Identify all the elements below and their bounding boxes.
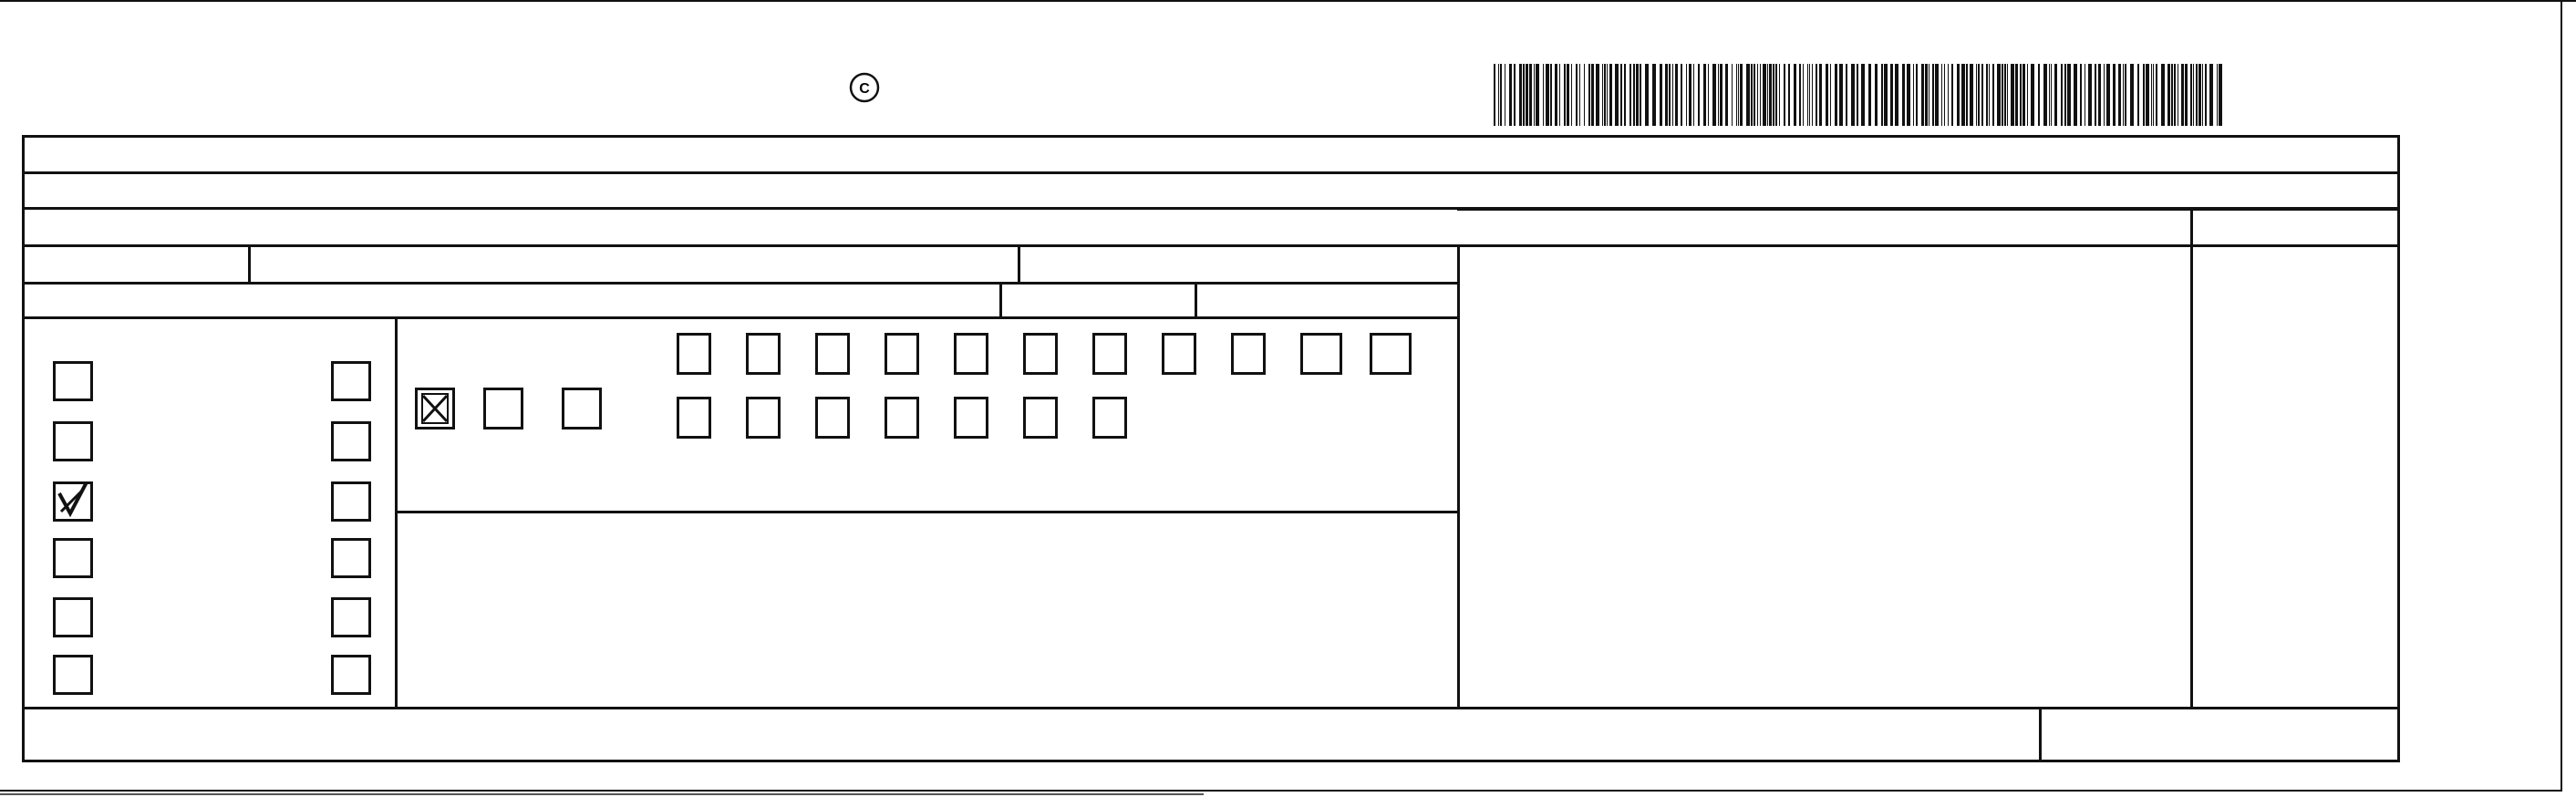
svg-text:C: C [859,81,870,97]
barcode [1494,64,2223,126]
v1-checkbox[interactable] [53,481,93,522]
day-box[interactable] [1300,333,1342,375]
month-checkbox[interactable] [562,388,602,430]
day-box[interactable] [954,333,988,375]
day-box[interactable] [1092,333,1127,375]
v2-checkbox[interactable] [331,538,371,578]
v1-checkbox[interactable] [53,421,93,461]
day-box[interactable] [1092,397,1127,439]
day-box[interactable] [815,333,850,375]
side-vertical-text [2404,137,2495,766]
day-box[interactable] [677,397,711,439]
v1-checkbox[interactable] [53,655,93,695]
v1-checkbox[interactable] [53,361,93,401]
day-box[interactable] [1162,333,1196,375]
v2-checkbox[interactable] [331,361,371,401]
day-box[interactable] [954,397,988,439]
v1-checkbox[interactable] [53,597,93,637]
v2-checkbox[interactable] [331,655,371,695]
day-box[interactable] [885,397,919,439]
month-checkbox[interactable] [415,388,455,430]
day-box[interactable] [746,333,781,375]
day-box[interactable] [815,397,850,439]
day-box[interactable] [1023,333,1058,375]
v2-checkbox[interactable] [331,421,371,461]
v2-checkbox[interactable] [331,597,371,637]
v1-checkbox[interactable] [53,538,93,578]
day-box[interactable] [1370,333,1412,375]
day-box[interactable] [1023,397,1058,439]
day-box[interactable] [885,333,919,375]
month-checkbox[interactable] [483,388,523,430]
day-box[interactable] [677,333,711,375]
day-box[interactable] [1231,333,1266,375]
observaciones-handwriting [2210,292,2374,702]
v2-checkbox[interactable] [331,481,371,522]
certipostal-logo [832,71,897,119]
day-box[interactable] [746,397,781,439]
